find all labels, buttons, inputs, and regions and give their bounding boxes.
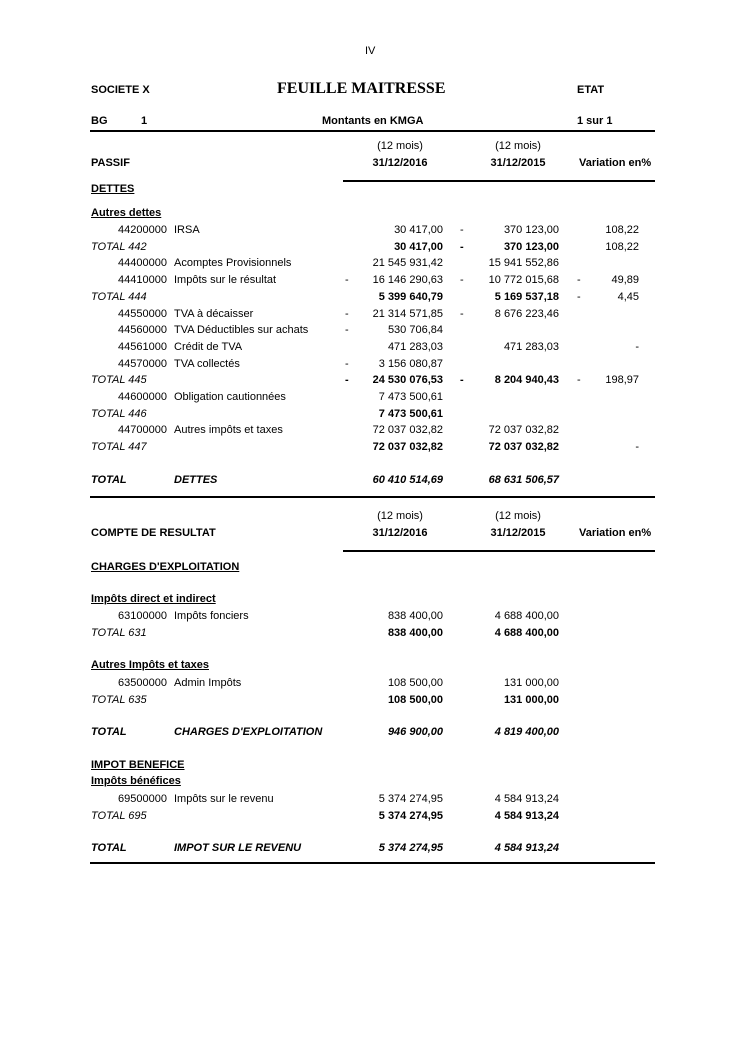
amount-2016: 530 706,84 xyxy=(387,324,443,337)
amount-2015: 5 169 537,18 xyxy=(494,290,559,303)
total-impot-revenu xyxy=(0,840,745,856)
account-label: Admin Impôts xyxy=(174,677,242,689)
passif-period-1: (12 mois) xyxy=(377,140,423,152)
resultat-variation-header: Variation en% xyxy=(579,527,652,539)
account-row-69500000 xyxy=(0,791,745,807)
amount-2016: 72 037 032,82 xyxy=(372,441,443,454)
account-code: 69500000 xyxy=(118,793,167,805)
variation-value: - xyxy=(635,340,639,353)
amount-2016: 5 374 274,95 xyxy=(378,793,443,805)
amount-2015: 4 688 400,00 xyxy=(494,627,559,639)
amount-2015: 8 204 940,43 xyxy=(494,374,559,387)
dettes-total-2015: 68 631 506,57 xyxy=(488,474,559,486)
account-label: TVA à décaisser xyxy=(174,307,254,320)
total-label: TOTAL 446 xyxy=(91,407,147,420)
resultat-date-2: 31/12/2015 xyxy=(490,527,546,539)
section-impot-benefice: IMPOT BENEFICE xyxy=(91,759,185,771)
account-label: IRSA xyxy=(174,224,200,236)
total-row xyxy=(0,372,745,388)
amount-2016: 30 417,00 xyxy=(394,224,443,236)
amount-2016: 838 400,00 xyxy=(387,610,443,622)
account-label: Impôts sur le résultat xyxy=(174,274,277,287)
passif-date-2: 31/12/2015 xyxy=(490,157,546,169)
section-dettes: DETTES xyxy=(91,183,135,195)
amount-2016: 108 500,00 xyxy=(387,677,443,689)
amount-2015: 471 283,03 xyxy=(503,340,559,353)
account-row-63100000 xyxy=(0,608,745,624)
amount-2016: 946 900,00 xyxy=(387,726,443,738)
account-code: 44561000 xyxy=(118,340,167,353)
resultat-title: COMPTE DE RESULTAT xyxy=(91,527,216,539)
total-name: IMPOT SUR LE REVENU xyxy=(174,842,302,854)
amount-2015: 10 772 015,68 xyxy=(488,274,559,287)
dettes-total-label: TOTAL xyxy=(91,474,127,486)
variation-value: 198,97 xyxy=(605,374,639,387)
amount-2015: 4 584 913,24 xyxy=(494,842,559,854)
account-row xyxy=(0,389,745,405)
account-code: 44410000 xyxy=(118,274,167,287)
page-number: IV xyxy=(365,45,376,57)
passif-variation-header: Variation en% xyxy=(579,157,652,169)
account-code: 63100000 xyxy=(118,610,167,622)
amount-2016: 16 146 290,63 xyxy=(372,274,443,287)
account-code: 44570000 xyxy=(118,357,167,370)
amount-2016: 838 400,00 xyxy=(387,627,443,639)
account-row xyxy=(0,272,745,288)
amount-2015: 4 688 400,00 xyxy=(494,610,559,622)
amount-2016: 3 156 080,87 xyxy=(378,357,443,370)
account-row xyxy=(0,339,745,355)
account-label: TVA collectés xyxy=(174,357,240,370)
amount-2016: 24 530 076,53 xyxy=(372,374,443,387)
sign-2016: - xyxy=(345,357,349,370)
sign-2015: - xyxy=(460,274,464,287)
total-row xyxy=(0,239,745,255)
passif-date-1: 31/12/2016 xyxy=(372,157,428,169)
subsection-impots-direct: Impôts direct et indirect xyxy=(91,593,216,605)
total-label: TOTAL 695 xyxy=(91,810,147,822)
account-row-63500000 xyxy=(0,675,745,691)
variation-value: 108,22 xyxy=(605,224,639,236)
state-label: ETAT xyxy=(577,84,605,96)
dettes-total-name: DETTES xyxy=(174,474,218,486)
passif-column-rule xyxy=(343,180,655,182)
passif-title: PASSIF xyxy=(91,157,130,169)
amount-2016: 5 399 640,79 xyxy=(378,290,443,303)
passif-end-rule xyxy=(90,496,655,498)
amount-2016: 21 545 931,42 xyxy=(372,257,443,270)
dettes-total-2016: 60 410 514,69 xyxy=(372,474,443,486)
sign-2015: - xyxy=(460,240,464,253)
sign-2015: - xyxy=(460,374,464,387)
sign-2016: - xyxy=(345,274,349,287)
account-row xyxy=(0,306,745,322)
subsection-autres-dettes: Autres dettes xyxy=(91,207,162,219)
variation-value: 4,45 xyxy=(617,290,639,303)
units-label: Montants en KMGA xyxy=(322,115,424,127)
bg-number: 1 xyxy=(141,115,148,127)
account-row xyxy=(0,322,745,338)
amount-2015: 4 584 913,24 xyxy=(494,810,559,822)
total-name: CHARGES D'EXPLOITATION xyxy=(174,726,323,738)
amount-2015: 370 123,00 xyxy=(503,240,559,253)
amount-2016: 21 314 571,85 xyxy=(372,307,443,320)
sign-2016: - xyxy=(345,324,349,337)
total-label: TOTAL 447 xyxy=(91,441,147,454)
total-row-695 xyxy=(0,808,745,824)
account-code: 44550000 xyxy=(118,307,167,320)
total-row xyxy=(0,439,745,455)
amount-2016: 72 037 032,82 xyxy=(372,424,443,437)
account-row xyxy=(0,255,745,271)
sign-2015: - xyxy=(460,307,464,320)
resultat-period-1: (12 mois) xyxy=(377,510,423,522)
account-code: 44560000 xyxy=(118,324,167,337)
account-code: 63500000 xyxy=(118,677,167,689)
amount-2016: 7 473 500,61 xyxy=(378,391,443,403)
total-label: TOTAL 445 xyxy=(91,374,147,387)
section-charges-exploitation: CHARGES D'EXPLOITATION xyxy=(91,561,240,573)
total-label: TOTAL 631 xyxy=(91,627,147,639)
variation-value: 49,89 xyxy=(611,274,639,287)
subsection-autres-impots: Autres Impôts et taxes xyxy=(91,659,209,671)
header-rule xyxy=(90,130,655,132)
variation-sign: - xyxy=(577,374,581,387)
account-label: Crédit de TVA xyxy=(174,340,243,353)
total-label: TOTAL 444 xyxy=(91,290,147,303)
amount-2015: 131 000,00 xyxy=(503,677,559,689)
total-label: TOTAL xyxy=(91,726,127,738)
account-row xyxy=(0,356,745,372)
resultat-period-2: (12 mois) xyxy=(495,510,541,522)
sign-2016: - xyxy=(345,374,349,387)
amount-2015: 131 000,00 xyxy=(503,694,559,706)
total-row-635 xyxy=(0,692,745,708)
amount-2015: 15 941 552,86 xyxy=(488,257,559,270)
total-charges-exploitation xyxy=(0,724,745,740)
page-count: 1 sur 1 xyxy=(577,115,613,127)
variation-sign: - xyxy=(577,274,581,287)
amount-2016: 108 500,00 xyxy=(387,694,443,706)
resultat-date-1: 31/12/2016 xyxy=(372,527,428,539)
sign-2016: - xyxy=(345,307,349,320)
company-name: SOCIETE X xyxy=(91,84,150,96)
amount-2015: 4 819 400,00 xyxy=(494,726,559,738)
amount-2016: 471 283,03 xyxy=(387,340,443,353)
amount-2016: 5 374 274,95 xyxy=(378,810,443,822)
account-row xyxy=(0,422,745,438)
account-code: 44400000 xyxy=(118,257,167,270)
account-label: Autres impôts et taxes xyxy=(174,424,283,437)
account-label: Acomptes Provisionnels xyxy=(174,257,292,270)
subsection-impots-benefices: Impôts bénéfices xyxy=(91,775,181,787)
account-label: Impôts sur le revenu xyxy=(174,793,274,805)
amount-2016: 30 417,00 xyxy=(394,240,443,253)
account-label: Obligation cautionnées xyxy=(174,391,286,403)
amount-2015: 8 676 223,46 xyxy=(494,307,559,320)
account-label: TVA Déductibles sur achats xyxy=(174,324,309,337)
variation-value: 108,22 xyxy=(605,240,639,253)
account-code: 44200000 xyxy=(118,224,167,236)
total-label: TOTAL xyxy=(91,842,127,854)
account-code: 44700000 xyxy=(118,424,167,437)
account-label: Impôts fonciers xyxy=(174,610,249,622)
document-title: FEUILLE MAITRESSE xyxy=(277,80,446,97)
variation-sign: - xyxy=(577,290,581,303)
variation-value: - xyxy=(635,441,639,454)
amount-2016: 5 374 274,95 xyxy=(378,842,443,854)
total-label: TOTAL 635 xyxy=(91,694,147,706)
amount-2015: 72 037 032,82 xyxy=(488,424,559,437)
sign-2015: - xyxy=(460,224,464,236)
passif-period-2: (12 mois) xyxy=(495,140,541,152)
account-code: 44600000 xyxy=(118,391,167,403)
resultat-end-rule xyxy=(90,862,655,864)
resultat-column-rule xyxy=(343,550,655,552)
amount-2015: 72 037 032,82 xyxy=(488,441,559,454)
total-label: TOTAL 442 xyxy=(91,240,147,253)
amount-2015: 370 123,00 xyxy=(503,224,559,236)
total-row-631 xyxy=(0,625,745,641)
total-row xyxy=(0,406,745,422)
amount-2016: 7 473 500,61 xyxy=(378,407,443,420)
amount-2015: 4 584 913,24 xyxy=(494,793,559,805)
bg-label: BG xyxy=(91,115,108,127)
total-row xyxy=(0,289,745,305)
account-row xyxy=(0,222,745,238)
